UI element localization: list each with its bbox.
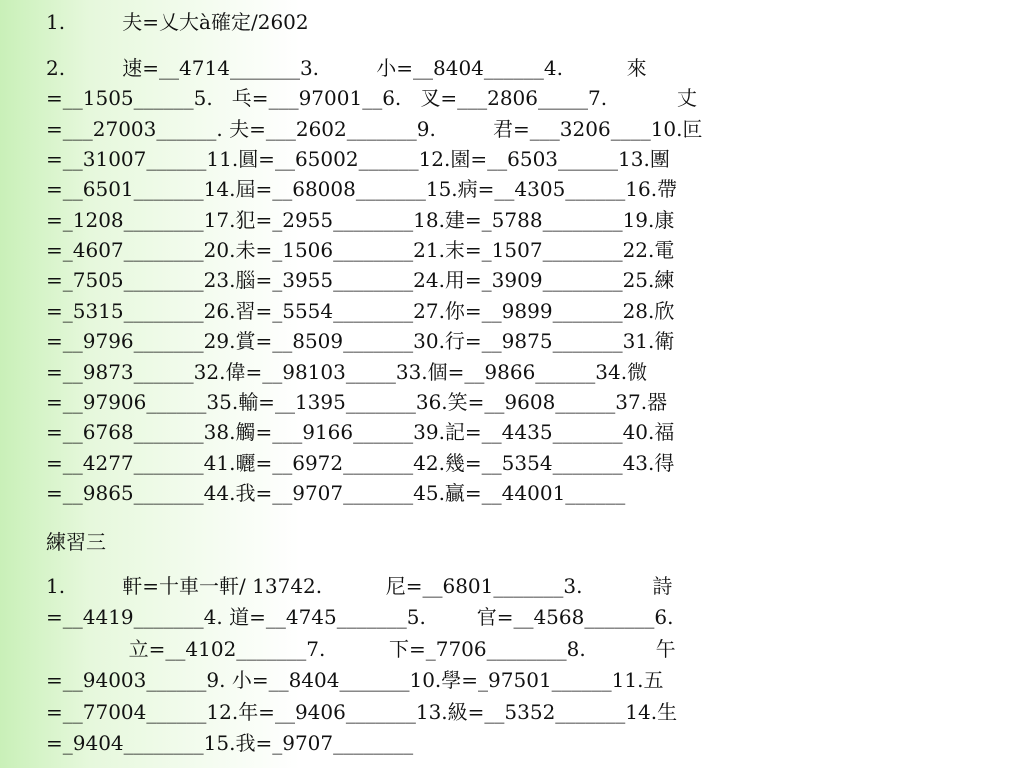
- text-line-20: =__94003______9. 小=__8404_______10.學=_97501______11.五: [46, 668, 664, 692]
- text-line-17: 1. 軒=十車一軒/ 13742. 尼=__6801_______3. 詩: [46, 574, 673, 598]
- text-line-21: =__77004______12.年=__9406_______13.級=__5352_______14.生: [46, 700, 678, 724]
- text-line-1: 1. 夫=乂大à確定/2602: [46, 10, 309, 34]
- text-line-12: =__9873______32.偉=__98103_____33.個=__9866______34.微: [46, 360, 648, 384]
- text-line-13: =__97906______35.輸=__1395_______36.笑=__9608______37.器: [46, 390, 668, 414]
- text-line-14: =__6768_______38.觸=___9166______39.記=__4435_______40.福: [46, 420, 675, 444]
- text-line-22: =_9404________15.我=_9707________: [46, 731, 414, 755]
- text-line-7: =_1208________17.犯=_2955________18.建=_5788________19.康: [46, 208, 675, 232]
- text-line-2: 2. 速=__4714_______3. 小=__8404______4. 來: [46, 56, 647, 80]
- text-line-3: =__1505______5. 乓=___97001__6. 叉=___2806_____7. 丈: [46, 86, 698, 110]
- text-line-6: =__6501_______14.屆=__68008_______15.病=__4305______16.帶: [46, 177, 678, 201]
- text-line-11: =__9796_______29.賞=__8509_______30.行=__9875_______31.衛: [46, 329, 675, 353]
- text-line-5: =__31007______11.圓=__65002______12.園=__6503______13.團: [46, 147, 670, 171]
- text-line-4: =___27003______. 夫=___2602_______9. 君=___3206____10.叵: [46, 117, 703, 141]
- text-line-15: =__4277_______41.曬=__6972_______42.幾=__5354_______43.得: [46, 451, 675, 475]
- text-line-19: 立=__4102_______7. 下=_7706________8. 午: [46, 637, 676, 661]
- text-line-8: =_4607________20.未=_1506________21.末=_1507________22.電: [46, 238, 675, 262]
- text-line-16: =__9865_______44.我=__9707_______45.贏=__44001______: [46, 481, 626, 505]
- text-line-9: =_7505________23.腦=_3955________24.用=_3909________25.練: [46, 268, 675, 292]
- section-heading: 練習三: [46, 530, 106, 554]
- text-line-10: =_5315________26.習=_5554________27.你=__9899_______28.欣: [46, 299, 675, 323]
- text-line-18: =__4419_______4. 道=__4745_______5. 官=__4568_______6.: [46, 605, 674, 629]
